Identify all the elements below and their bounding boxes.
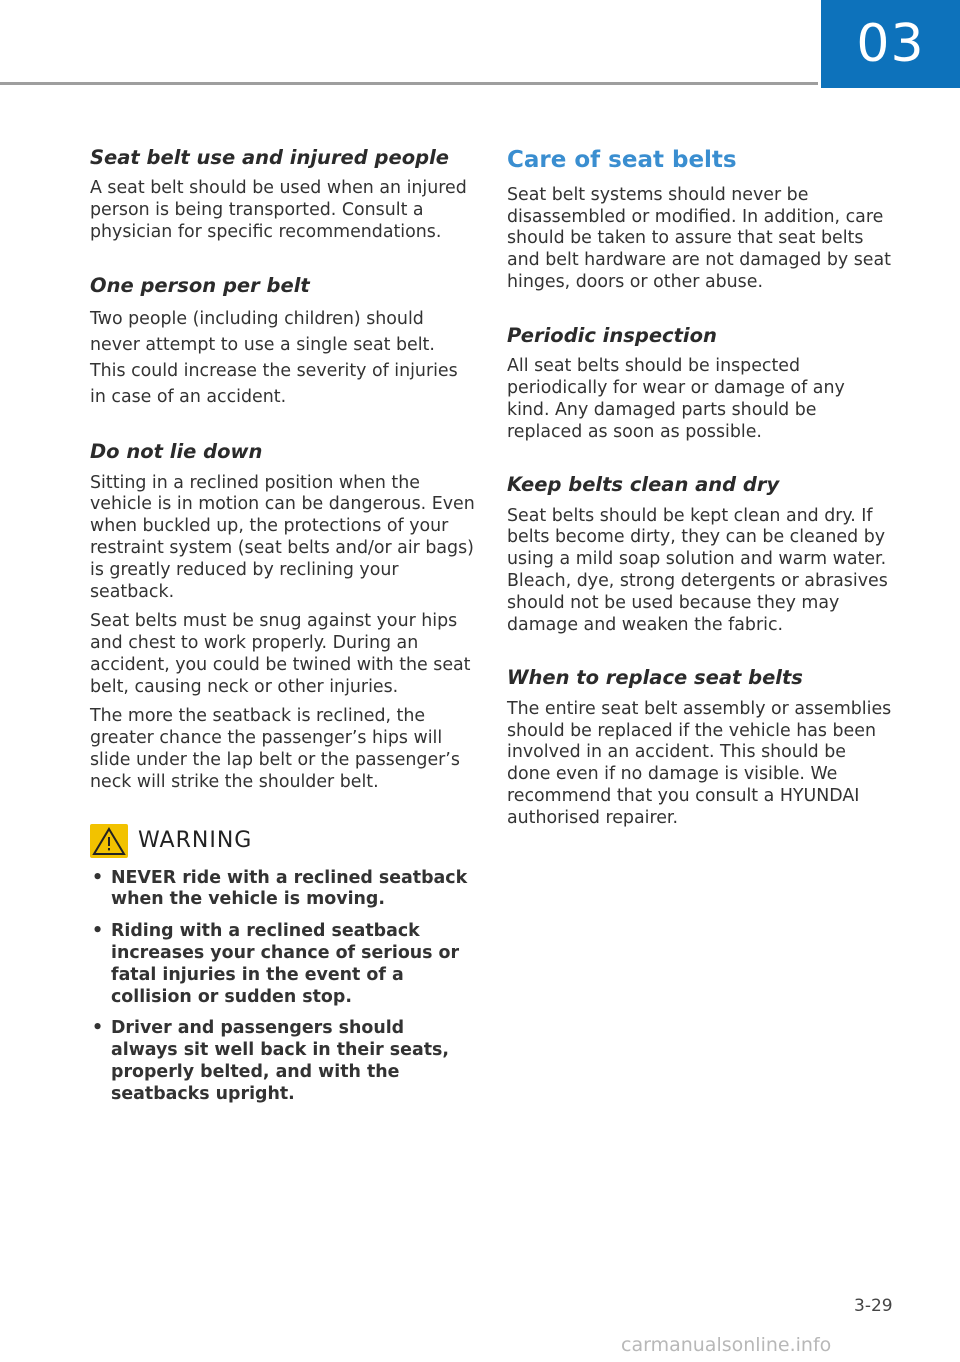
paragraph-care: Seat belt systems should never be disassembled or modified. In addition, care should be taken to assure that seat belts and belt hardware are not damaged by seat hinges, doors or other abuse. (507, 184, 891, 292)
warning-title: WARNING (138, 828, 253, 854)
warning-item-text: Riding with a reclined seatback increases your chance of serious or fatal injuries in the event of a collision or sudden stop. (111, 921, 460, 1007)
left-column (90, 146, 475, 1116)
warning-item-text: NEVER ride with a reclined seatback when the vehicle is moving. (111, 867, 468, 910)
warning-item (90, 921, 475, 1008)
paragraph-replace: The entire seat belt assembly or assemblies should be replaced if the vehicle has been involved in an accident. This should be done even if no damage is visible. We recommend that you consult a HYUNDAI authorised repairer. (507, 698, 892, 828)
right-column (507, 146, 892, 838)
paragraph-one-person: Two people (including children) should never attempt to use a single seat belt. This could increase the severity of injuries in case of an accident. (90, 309, 458, 408)
paragraph-lie-down-3: The more the seatback is reclined, the greater chance the passenger’s hips will slide under the lap belt or the passenger’s neck will strike the shoulder belt. (90, 706, 460, 792)
warning-item (90, 1018, 475, 1105)
section-heading-one-person: One person per belt (90, 273, 310, 297)
paragraph-periodic-inspection: All seat belts should be inspected periodically for wear or damage of any kind. Any damaged parts should be replaced as soon as possible. (507, 356, 845, 442)
warning-list (90, 868, 475, 1106)
paragraph-lie-down-1: Sitting in a reclined position when the vehicle is in motion can be dangerous. Even when buckled up, the protections of your restraint system (seat belts and/or air bags) is greatly reduced by reclining your seatback. (90, 472, 475, 602)
paragraph-injured-people: A seat belt should be used when an injured person is being transported. Consult a physician for specific recommendations. (90, 178, 467, 242)
warning-item-text: Driver and passengers should always sit well back in their seats, properly belted, and with the seatbacks upright. (111, 1018, 449, 1104)
section-heading-clean-dry: Keep belts clean and dry (507, 473, 780, 497)
warning-triangle-icon (90, 824, 128, 858)
chapter-tab (821, 0, 960, 88)
section-heading-injured-people: Seat belt use and injured people (90, 146, 449, 169)
paragraph-lie-down-2: Seat belts must be snug against your hips and chest to work properly. During an accident, you could be twined with the seat belt, causing neck or other injuries. (90, 611, 471, 697)
bullet: • (92, 1018, 104, 1039)
watermark: carmanualsonline.info (621, 1334, 832, 1356)
section-heading-periodic-inspection: Periodic inspection (507, 323, 717, 347)
bullet: • (92, 867, 104, 888)
warning-header (90, 824, 475, 858)
section-heading-care: Care of seat belts (507, 147, 737, 173)
header-rule (0, 82, 818, 85)
section-heading-lie-down: Do not lie down (90, 440, 263, 464)
bullet: • (92, 921, 104, 942)
section-heading-replace: When to replace seat belts (507, 666, 803, 690)
chapter-number: 03 (856, 14, 925, 74)
page-number: 3-29 (854, 1296, 893, 1316)
warning-item (90, 868, 475, 912)
paragraph-clean-dry: Seat belts should be kept clean and dry. If belts become dirty, they can be cleaned by using a mild soap solution and warm water. Bleach, dye, strong detergents or abrasives should not be used because they may damage and weaken the fabric. (507, 505, 888, 635)
